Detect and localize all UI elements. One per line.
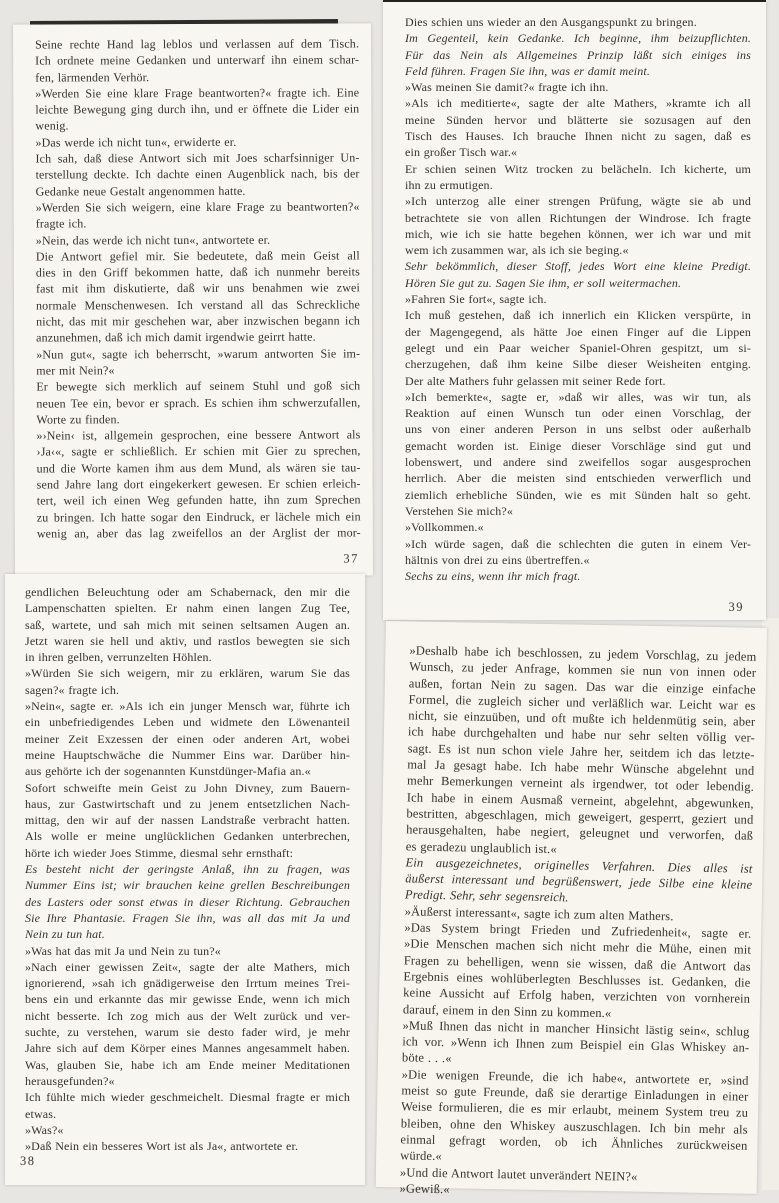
text-line: Lampenschatten spielten. Er nahm einen langen Zug Tee, xyxy=(25,601,350,616)
text-line: Nummer Eins ist; wir brauchen keine grellen Beschreibungen xyxy=(25,878,350,893)
text-line: »Nach einer gewissen Zeit«, sagte der alte Mathers, mich xyxy=(25,959,350,974)
text-line: mer mit Nein?« xyxy=(36,363,115,378)
text-line: »Ich würde sagen, daß die schlechten die guten in einem Ver- xyxy=(405,536,751,551)
text-line: uns von einer anderen Person in uns selbst oder außerhalb xyxy=(405,422,751,437)
text-line: terstellung deckte. Ich dachte einen Augenblick nach, bis der xyxy=(35,166,360,182)
text-line: »Fahren Sie fort«, sagte ich. xyxy=(405,292,547,307)
text-line: bleiben, ohne den Whiskey auszuschlagen. Ich bin mehr als xyxy=(400,1115,748,1137)
text-line: und die Worte kamen ihm aus dem Mund, als wären sie tau- xyxy=(36,460,361,476)
page-number-38: 38 xyxy=(20,1154,36,1168)
text-line: hörte ich wieder Joes Stimme, diesmal sehr ernsthaft: xyxy=(25,845,294,860)
text-line: lobenswert, und andere sind zweifellos sogar ausgesprochen xyxy=(405,455,751,470)
text-line: »Das System bringt Frieden und Zufriedenheit«, sagte er. xyxy=(404,920,752,941)
text-line: Sie Ihre Phantasie. Fragen Sie ihn, was all das mit Ja und xyxy=(25,910,350,925)
text-line: meist so gute Freunde, daß sie derartige Einladungen in einer xyxy=(401,1083,749,1104)
text-line: leichte Bewegung ging durch ihn, und er öffnete die Lider ein xyxy=(35,101,360,117)
text-line: wem ich zusammen war, als ich sie beging.« xyxy=(405,243,629,258)
text-line: einmal gefragt worden, ob ich Ähnliches zurückweisen xyxy=(400,1132,748,1153)
page-scan-37 xyxy=(13,23,373,576)
text-line: »Nein, das werde ich nicht tun«, antwortete er. xyxy=(35,232,271,248)
text-line: »Ich unterzog alle einer strengen Prüfung, wägte sie ab und xyxy=(405,194,751,209)
text-line: Der alte Mathers fuhr gelassen mit seiner Rede fort. xyxy=(405,373,666,388)
text-line: Für das Nein als Allgemeines Prinzip läßt sich einiges ins xyxy=(405,47,751,62)
text-line: sagt. Es ist nun schon viele Jahre her, seitdem ich das letzte- xyxy=(407,741,755,762)
text-line: suchte, zu verstehen, warum sie desto fader wird, je mehr xyxy=(25,1025,350,1040)
text-line: »Was meinen Sie damit?« fragte ich ihn. xyxy=(405,80,609,95)
text-line: Er bewegte sich merklich auf seinem Stuhl und goß sich xyxy=(36,378,361,394)
text-line: nicht besserte. Ich zog mich aus der Welt zurück und ver- xyxy=(25,1008,350,1023)
page-scan-38 xyxy=(5,574,365,1185)
text-line: Er schien seinen Witz trocken zu belächeln. Ich kicherte, um xyxy=(405,161,751,176)
text-line: Ein ausgezeichnetes, originelles Verfahren. Dies alles ist xyxy=(405,855,753,876)
text-line: Ich ordnete meine Gedanken und unterwarf ihn einem schar- xyxy=(35,52,360,68)
text-line: ein unbefriedigendes Leben und widmete den Löwenanteil xyxy=(25,715,350,730)
text-line: etwas. xyxy=(25,1106,57,1121)
text-line: »Nein«, sagte er. »Als ich ein junger Mensch war, führte ich xyxy=(25,699,350,714)
text-line: keine Aussicht auf Erfolg haben, verzichten von vornherein xyxy=(403,985,751,1006)
text-line: Sehr bekömmlich, dieser Stoff, jedes Wort eine kleine Predigt. xyxy=(405,259,751,274)
text-line: Weise formulieren, die es mir erlaubt, meinem System treu zu xyxy=(400,1099,749,1121)
text-line: »Daß Nein ein besseres Wort ist als Ja«, antwortete er. xyxy=(25,1139,299,1154)
text-line: der Magengegend, als hätte Joe einen Finger auf die Lippen xyxy=(405,324,751,339)
text-line: fen, lärmenden Verhör. xyxy=(35,69,150,85)
text-line: »Muß Ihnen das nicht in mancher Hinsicht lästig sein«, schlug xyxy=(402,1018,750,1039)
text-line: »Gewiß.« xyxy=(399,1181,450,1197)
page-number-37: 37 xyxy=(343,551,359,566)
text-line: Reaktion auf einen Wunsch tun oder einen Vorschlag, der xyxy=(405,406,751,421)
text-line: ich vor. »Wenn ich Ihnen zum Beispiel ein Glas Whiskey an- xyxy=(402,1034,750,1055)
text-line: meiner Zeit Exzessen der einen oder anderen Art, wobei xyxy=(25,731,350,746)
text-line: herausgehalten, habe negiert, geleugnet und verworfen, daß xyxy=(406,822,754,844)
text-line: neuen Tee ein, bevor er sprach. Es schien ihm schwerzufallen, xyxy=(36,394,361,411)
text-line: Ich fühlte mich wieder geschmeichelt. Diesmal fragte er mich xyxy=(25,1090,350,1105)
text-line: äußerst interessant und begrüßenswert, jede Silbe eine kleine xyxy=(405,871,753,892)
text-line: Jahre sich auf dem Körper eines Mannes angesammelt haben. xyxy=(25,1041,350,1056)
page-37-text-block xyxy=(13,23,373,541)
text-line: Sechs zu eins, wenn ihr mich fragt. xyxy=(405,569,581,584)
text-line: gendlichen Beleuchtung oder am Schabernack, den mir die xyxy=(25,585,350,599)
text-line: Ergebnis eines wohlüberlegten Beschlusses ist. Gedanken, die xyxy=(403,969,751,990)
text-line: send Jahre lang dort eingekerkert gewesen. Er schien erleich- xyxy=(36,476,361,492)
text-line: Sofort schweifte mein Geist zu John Divney, zum Bauern- xyxy=(25,780,350,795)
text-line: Was, glauben Sie, habe ich am Ende meiner Meditationen xyxy=(25,1057,350,1072)
text-line: normale Menschenwesen. Ich verstand all das Schreckliche xyxy=(35,297,361,313)
text-line: »Ich bemerkte«, sagte er, »daß wir alles, was wir tun, als xyxy=(405,389,751,404)
text-line: Jetzt waren sie hell und aktiv, und rastlos bewegten sie sich xyxy=(25,633,350,648)
text-line: ich habe durchgehalten und habe nur sehr selten völlig ver- xyxy=(407,724,756,746)
text-line: Die Antwort gefiel mir. Sie bedeutete, daß mein Geist all xyxy=(35,248,360,264)
text-line: haus, zur Gastwirtschaft und zu jenem entsetzlichen Nach- xyxy=(25,796,350,811)
text-line: Worte zu finden. xyxy=(36,412,120,427)
text-line: Formel, die zugleich sicher und verläßlich war. Leicht war es xyxy=(408,692,756,713)
text-line: »Deshalb habe ich beschlossen, zu jedem Vorschlag, zu jedem xyxy=(409,643,757,664)
text-line: »Werden Sie sich weigern, eine klare Frage zu beantworten?« xyxy=(35,199,360,215)
text-line: Verstehen Sie mich?« xyxy=(405,503,513,518)
text-line: aus gehörte ich der sogenannten Kunstdünger-Mafia an.« xyxy=(25,764,311,779)
text-line: mittag, den wir auf der nassen Landstraße verbracht hatten. xyxy=(25,813,350,828)
text-line: wenig. xyxy=(35,118,69,134)
text-line: meine Hauptschwäche die Nummer Eins war. Darüber hin- xyxy=(25,747,350,762)
text-line: gelegt und ein Paar weicher Spaniel-Ohren gespitzt, um si- xyxy=(405,340,751,355)
text-line: »Was?« xyxy=(25,1122,64,1137)
text-line: fragte ich. xyxy=(35,216,87,231)
text-line: »Nun gut«, sagte ich beherrscht, »warum antworten Sie im- xyxy=(36,346,361,362)
text-line: gemacht worden ist. Einige dieser Vorschläge sind gut und xyxy=(405,438,751,453)
text-line: würde.« xyxy=(400,1148,442,1164)
text-line: Predigt. Sehr, sehr segensreich. xyxy=(404,887,569,905)
page-number-39: 39 xyxy=(728,600,744,614)
text-line: ein großer Tisch war.« xyxy=(405,145,518,160)
text-line: Im Gegenteil, kein Gedanke. Ich beginne, ihm beizupflichten. xyxy=(405,31,751,46)
text-line: ihn zu ermutigen. xyxy=(405,177,493,192)
text-line: »›Nein‹ ist, allgemein gesprochen, eine bessere Antwort als xyxy=(36,427,361,443)
text-line: hältnis von drei zu eins übertreffen.« xyxy=(405,552,590,567)
text-line: meine Sünden hervor und blätterte sie sozusagen auf den xyxy=(405,112,751,127)
text-line: fast mit ihm diskutierte, daß wir uns benahmen wie zwei xyxy=(35,280,360,297)
text-line: bestritten, abgeschlagen, mich geweigert, gesperrt, geziert und xyxy=(406,806,754,827)
text-line: Wunsch, zu jeder Anfrage, kommen sie nun von innen oder xyxy=(409,659,757,681)
text-line: betrachtete sie von allen Richtungen der Windrose. Ich fragte xyxy=(405,210,751,225)
text-line: Als wolle er meine unglücklichen Gedanken unterbrechen, xyxy=(25,829,350,844)
text-line: »Würden Sie sich weigern, mir zu erklären, warum Sie das xyxy=(25,666,350,681)
text-line: Dies schien uns wieder an den Ausgangspunkt zu bringen. xyxy=(405,15,697,29)
text-line: mehr Bemerkungen verneint als irgendwer, tot oder lebendig. xyxy=(406,773,755,795)
text-line: cherzugehen, daß ihm keine Silbe dieser Weisheiten entging. xyxy=(405,357,751,372)
page-scan-facing xyxy=(376,621,767,1197)
text-line: dies in den Griff bekommen hatte, daß ich nunmehr bereits xyxy=(35,264,360,280)
text-line: ignorierend, »sah ich gnädigerweise den Irrtum meines Trei- xyxy=(25,976,350,991)
text-line: »Werden Sie eine klare Frage beantworten?« fragte ich. Eine xyxy=(35,85,360,101)
text-line: saß, wartete, und sah mich mit seinen seltsamen Augen an. xyxy=(25,617,350,632)
text-line: in ihren gelben, verrunzelten Höhlen. xyxy=(25,650,212,665)
text-line: Ich sah, daß diese Antwort sich mit Joes scharfsinniger Un- xyxy=(35,150,360,166)
text-line: Ich habe in einem Ausmaß verneint, abgelehnt, abgewunken, xyxy=(406,790,754,811)
text-line: anzunehmen, daß ich mich damit irgendwie geirrt hatte. xyxy=(36,329,316,345)
text-line: Hören Sie gut zu. Sagen Sie ihm, er soll weitermachen. xyxy=(405,275,682,290)
facing-page-text-block xyxy=(375,621,766,1203)
text-line: zu bringen. Ich hatte sogar den Eindruck, er lächele mich ein xyxy=(36,509,361,525)
text-line: darauf, einem in den Sinn zu kommen.« xyxy=(402,1001,612,1020)
text-line: Feld führen. Fragen Sie ihn, was er damit meint. xyxy=(405,63,651,78)
text-line: sagen?« fragte ich. xyxy=(25,682,120,697)
text-line: herausgefunden?« xyxy=(25,1073,115,1088)
text-line: Gedanke neue Gestalt angenommen hatte. xyxy=(35,183,246,199)
text-line: »Äußerst interessant«, sagte ich zum alten Mathers. xyxy=(404,904,674,924)
text-line: nicht, sie einzuüben, und oft mußte ich heldenmütig sein, aber xyxy=(408,708,756,729)
text-line: Nein zu tun hat. xyxy=(25,927,105,942)
text-line: »Die Menschen machen sich nicht mehr die Mühe, einen mit xyxy=(403,936,752,958)
text-line: des Lasters oder sonst etwas in dieser Richtung. Gebrauchen xyxy=(25,894,350,909)
text-line: »Das werde ich nicht tun«, erwiderte er. xyxy=(35,134,237,150)
text-line: mich, wie ich sie hatte begehen können, wer ich war und mit xyxy=(405,226,751,241)
text-line: Tisch des Hauses. Ich brauche Ihnen nicht zu sagen, daß es xyxy=(405,129,751,144)
text-line: bens ein und erkannte das mir gewisse Ende, wenn ich mich xyxy=(25,992,350,1007)
text-line: herrlich. Aber die meisten sind entschieden verwerflich und xyxy=(405,471,751,486)
text-line: Es besteht nicht der geringste Anlaß, ihn zu fragen, was xyxy=(25,862,350,877)
page-scan-39 xyxy=(383,2,766,620)
text-line: außen, fortan Nein zu sagen. Das war die einzige einfache xyxy=(408,676,756,697)
text-line: »Vollkommen.« xyxy=(405,520,484,535)
text-line: Seine rechte Hand lag leblos und verlassen auf dem Tisch. xyxy=(35,36,360,52)
text-line: nicht, das mit mir geschehen war, aber inzwischen begann ich xyxy=(36,313,361,329)
text-line: tert, weil ich einen Weg gefunden hatte, ihn zum Sprechen xyxy=(36,492,361,508)
text-line: »Und die Antwort lautet unverändert NEIN?« xyxy=(399,1164,638,1184)
text-line: ›Ja‹«, sagte er schließlich. Er schien mit Gier zu sprechen, xyxy=(36,443,361,459)
page-39-text-block xyxy=(383,2,766,584)
text-line: ziemlich erhebliche Sünden, wie es mit Sünden halt so geht. xyxy=(405,487,751,502)
text-line: böte . . .« xyxy=(401,1050,452,1066)
text-line: »Als ich meditierte«, sagte der alte Mathers, »kramte ich all xyxy=(405,96,751,111)
text-line: »Die wenigen Freunde, die ich habe«, antwortete er, »sind xyxy=(401,1067,749,1088)
text-line: Fragen zu behelligen, wenn sie wissen, daß die Antwort das xyxy=(403,953,751,974)
text-line: »Was hat das mit Ja und Nein zu tun?« xyxy=(25,943,221,958)
text-line: es geradezu unglaublich ist.« xyxy=(405,838,557,856)
text-line: mal Ja gesagt habe. Ich habe mehr Wünsche abgelehnt und xyxy=(407,757,755,778)
text-line: wenig an, aber das lag zweifellos an der Arglist der mor- xyxy=(36,525,361,541)
text-line: Ich muß gestehen, daß ich innerlich ein Klicken verspürte, in xyxy=(405,308,751,323)
page-38-text-block xyxy=(5,574,365,1154)
